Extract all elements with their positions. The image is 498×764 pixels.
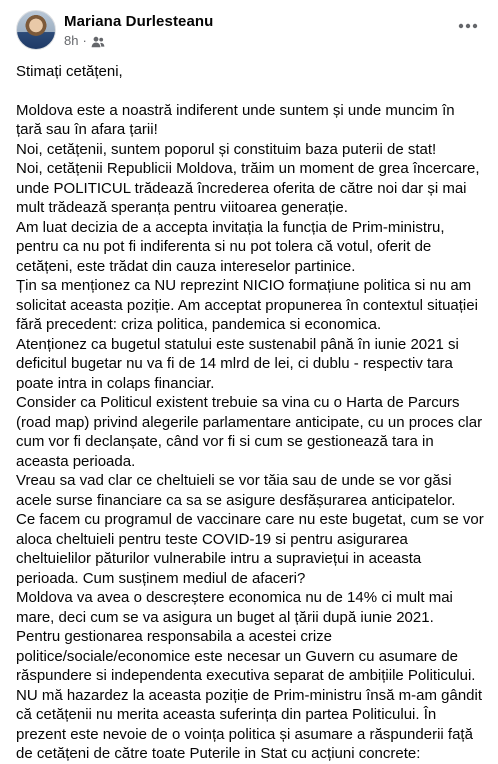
post-timestamp[interactable]: 8h xyxy=(64,33,79,48)
friends-icon[interactable] xyxy=(91,36,105,48)
post-paragraph: Țin sa menționez ca NU reprezint NICIO formațiune politica si nu am solicitat aceasta poziție. Am acceptat propunerea în contextul situației fără precedent: criza politica, pandemica si economica. xyxy=(16,277,478,333)
post-greeting: Stimați cetățeni, xyxy=(16,63,123,80)
avatar[interactable] xyxy=(16,10,56,50)
more-horizontal-icon[interactable] xyxy=(450,12,486,40)
meta-separator: · xyxy=(82,33,87,48)
post-paragraph: Moldova este a noastră indiferent unde suntem și unde muncim în țară sau în afara țarii! xyxy=(16,101,455,138)
author-name[interactable]: Mariana Durlesteanu xyxy=(64,13,214,30)
post-paragraph: Am luat decizia de a accepta invitația la funcția de Prim-ministru, pentru ca nu pot fi indiferenta si nu pot tolera că votul, oferit de cetățeni, este trădat din cauza intereselor partinice. xyxy=(16,218,445,275)
post-paragraph: Vreau sa vad clar ce cheltuieli se vor tăia sau de unde se vor găsi acele surse financiare ca sa se asigure desfășurarea anticipatelor. xyxy=(16,472,456,509)
post-paragraph: Pentru gestionarea responsabila a acestei crize politice/sociale/economice este necesar un Guvern cu asumare de răspundere si independenta executiva separat de ambițiile Politicului. NU mă hazardez la aceasta poziție de Prim-ministru însă m-am gândit că cetățenii nu merita aceasta suferința din partea Politicului. În prezent este nevoie de o voința politica și asumare a răspunderii față de cetățeni de către toate Puterile in Stat cu acțiuni concrete: xyxy=(16,628,483,762)
post-paragraph: Ce facem cu programul de vaccinare care nu este bugetat, cum se vor aloca cheltuieli pentru teste COVID-19 si pentru asigurarea cheltuielilor păturilor vulnerabile intru a supraviețui in aceasta perioada. Cum susținem mediul de afaceri? xyxy=(16,511,484,587)
post-paragraph: Noi, cetățenii Republicii Moldova, trăim un moment de grea încercare, unde POLITICUL trădează încrederea oferita de către noi dar și mai mult trădează speranța pentru viitoarea generație. xyxy=(16,160,480,216)
post-header xyxy=(16,10,486,54)
post-meta xyxy=(64,33,105,48)
post-paragraph: Atenționez ca bugetul statului este sustenabil până în iunie 2021 si deficitul bugetar nu va fi de 14 mlrd de lei, ci dublu - respectiv tara poate intra in colaps financiar. xyxy=(16,335,459,392)
post-paragraph: Moldova va avea o descreștere economica nu de 14% ci mult mai mare, deci cum se va asigura un buget al țării după iunie 2021. xyxy=(16,589,453,626)
post-paragraph: Noi, cetățenii, suntem poporul și constituim baza puterii de stat! xyxy=(16,140,437,158)
post-paragraph: Consider ca Politicul existent trebuie sa vina cu o Harta de Parcurs (road map) privind alegerile parlamentare anticipate, cu un proces clar cum vor fi declanșate, când vor fi si cum se gestionează tara in aceasta perioada. xyxy=(16,394,483,470)
post-text xyxy=(16,62,484,764)
